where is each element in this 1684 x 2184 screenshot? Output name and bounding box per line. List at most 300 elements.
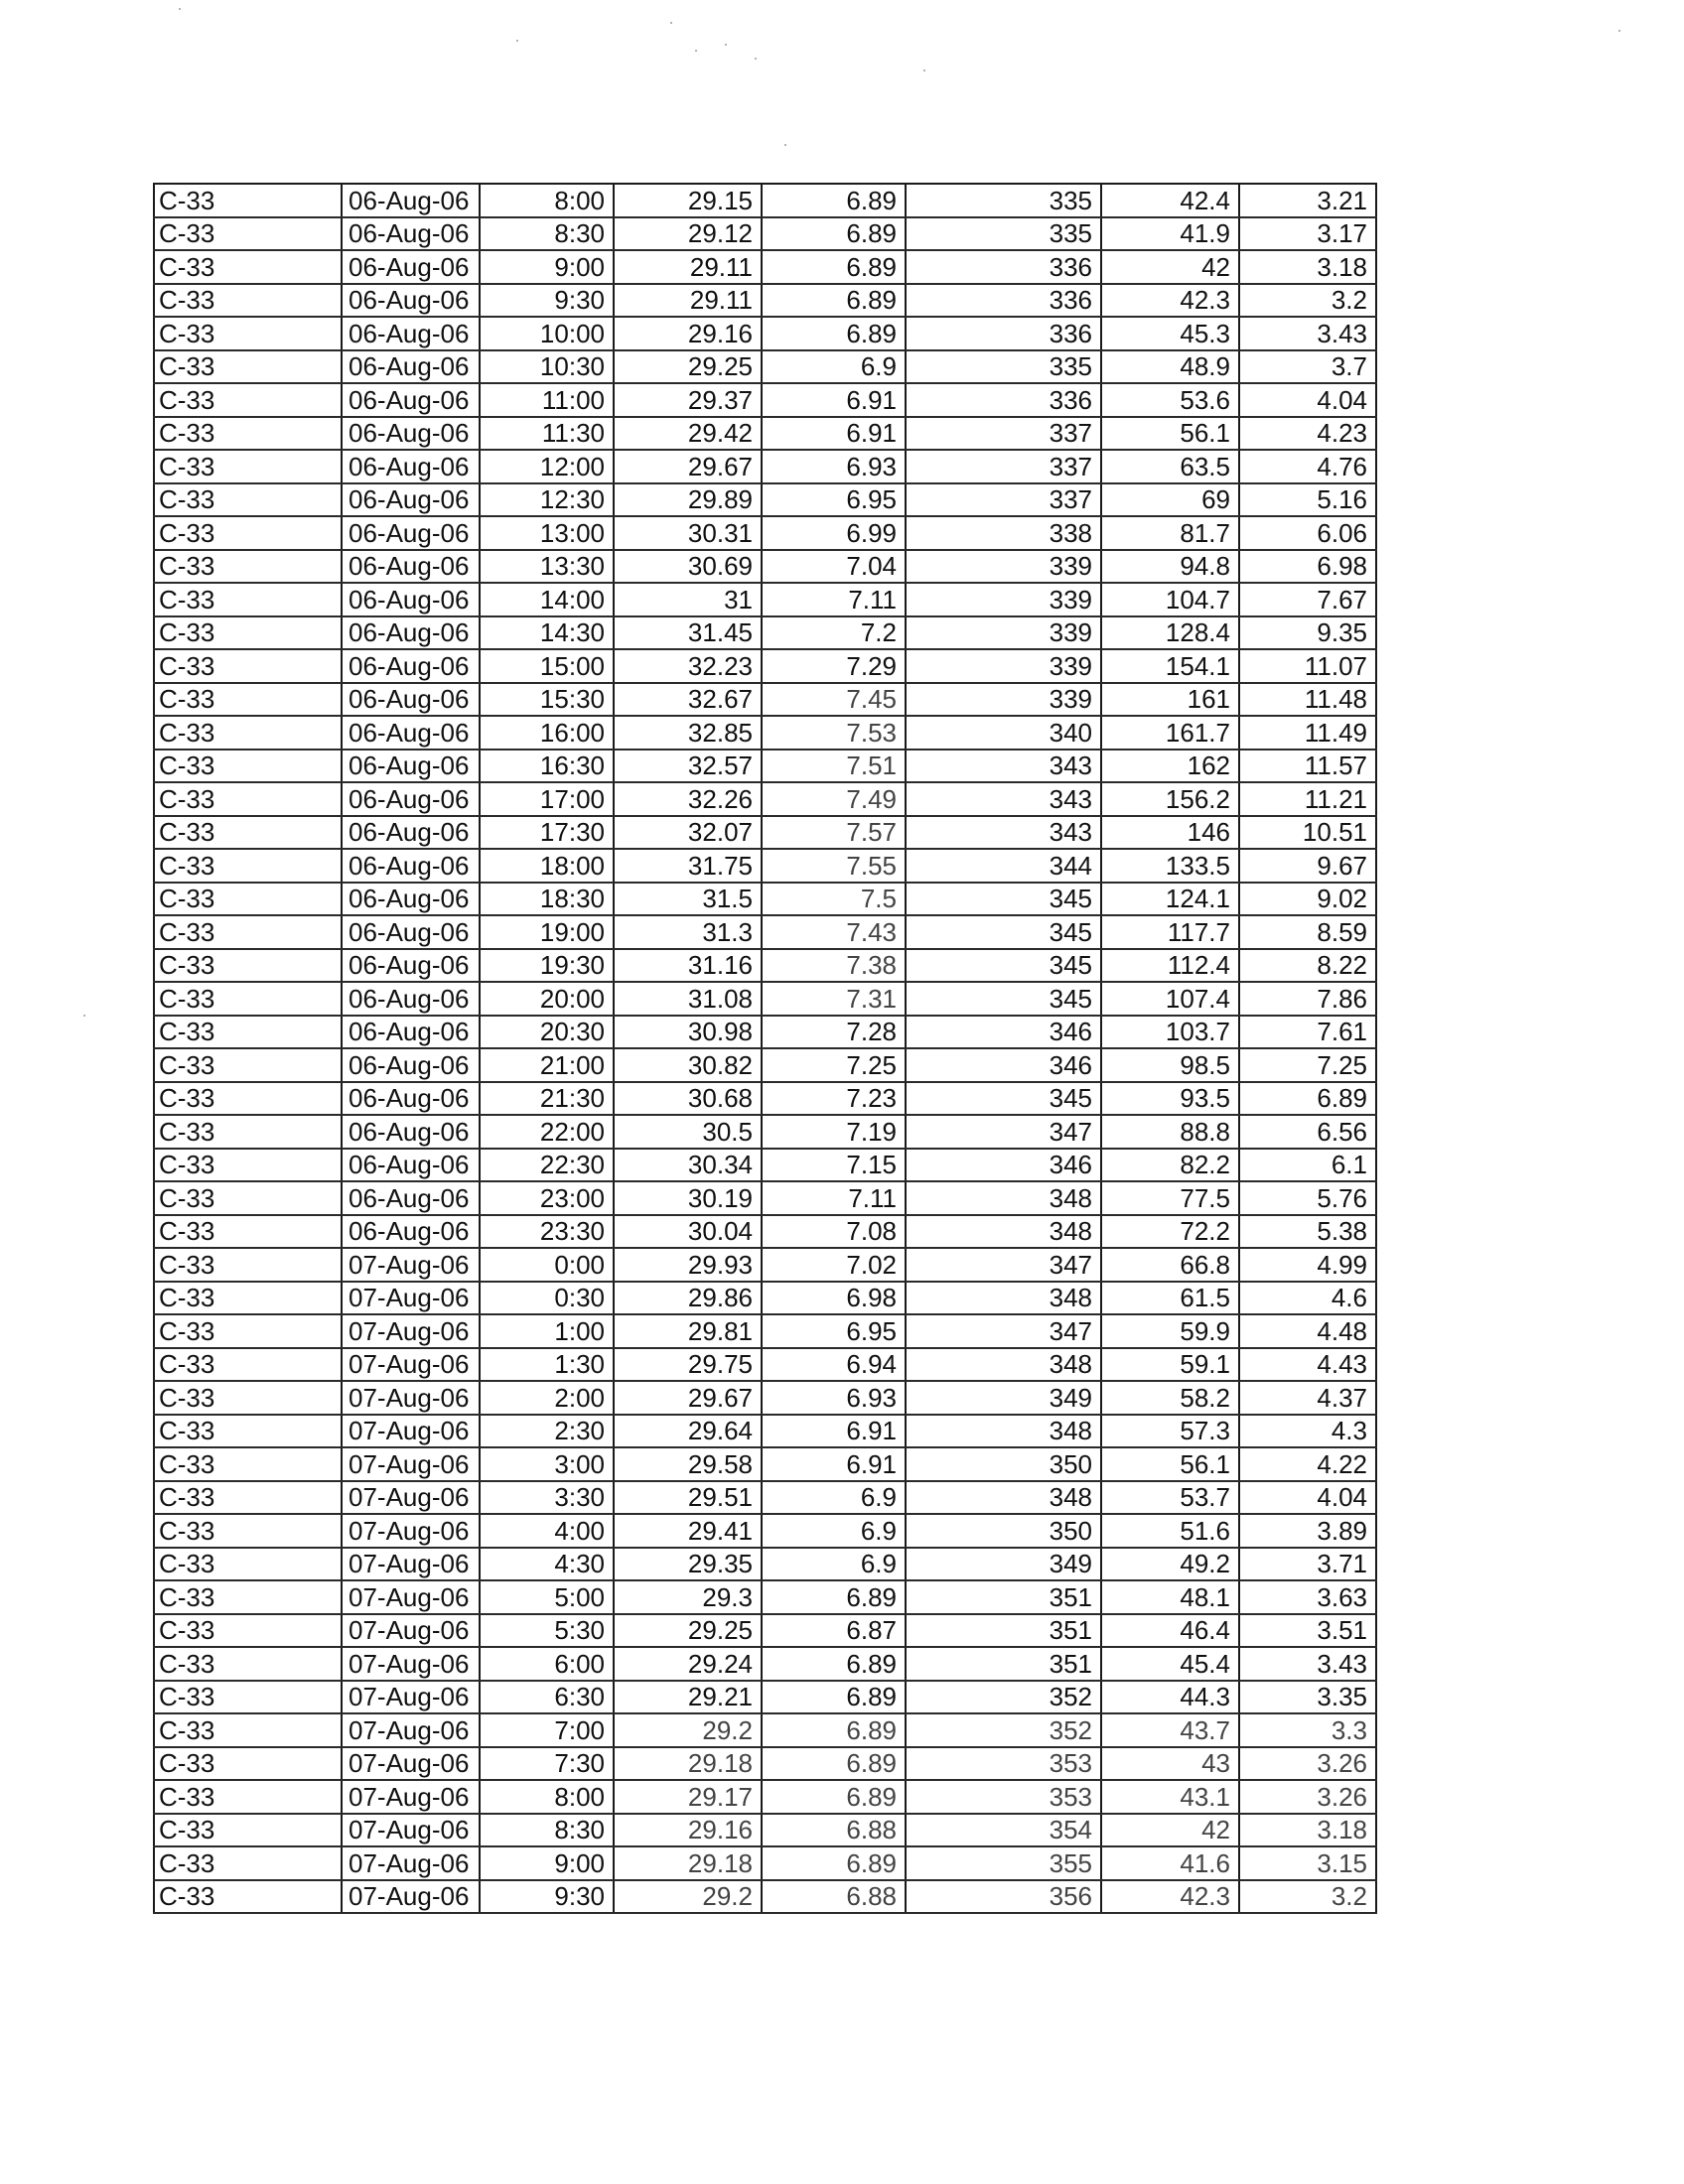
value-4-cell: 112.4 (1101, 949, 1239, 983)
date-cell: 07-Aug-06 (342, 1880, 480, 1914)
value-3-cell: 353 (906, 1747, 1101, 1781)
value-1-cell: 32.07 (614, 816, 762, 850)
sample-id-cell: C-33 (154, 1481, 342, 1515)
value-3-cell: 350 (906, 1447, 1101, 1481)
table-row (154, 317, 1376, 350)
sample-id-cell: C-33 (154, 649, 342, 683)
value-2-cell: 7.25 (762, 1048, 906, 1082)
date-cell: 06-Aug-06 (342, 716, 480, 750)
value-2-cell: 7.2 (762, 616, 906, 650)
value-3-cell: 335 (906, 217, 1101, 251)
value-3-cell: 355 (906, 1846, 1101, 1880)
value-2-cell: 6.89 (762, 1780, 906, 1814)
value-5-cell: 4.22 (1239, 1447, 1376, 1481)
time-cell: 16:30 (480, 750, 614, 783)
value-4-cell: 69 (1101, 483, 1239, 517)
value-2-cell: 7.5 (762, 883, 906, 916)
value-4-cell: 57.3 (1101, 1415, 1239, 1448)
value-4-cell: 53.6 (1101, 383, 1239, 417)
value-4-cell: 146 (1101, 816, 1239, 850)
time-cell: 10:00 (480, 317, 614, 350)
table-row (154, 949, 1376, 983)
date-cell: 07-Aug-06 (342, 1614, 480, 1648)
value-3-cell: 344 (906, 849, 1101, 883)
table-row (154, 716, 1376, 750)
table-row (154, 583, 1376, 616)
value-2-cell: 6.89 (762, 1580, 906, 1614)
table-row (154, 516, 1376, 550)
scan-speck (755, 58, 757, 60)
value-2-cell: 6.89 (762, 217, 906, 251)
value-3-cell: 348 (906, 1348, 1101, 1382)
table-row (154, 1880, 1376, 1914)
value-1-cell: 30.04 (614, 1215, 762, 1249)
sample-id-cell: C-33 (154, 1447, 342, 1481)
value-5-cell: 4.6 (1239, 1282, 1376, 1315)
sample-id-cell: C-33 (154, 1381, 342, 1415)
value-4-cell: 124.1 (1101, 883, 1239, 916)
table-row (154, 1846, 1376, 1880)
value-5-cell: 8.59 (1239, 915, 1376, 949)
time-cell: 18:30 (480, 883, 614, 916)
table-row (154, 1314, 1376, 1348)
table-row (154, 1215, 1376, 1249)
value-4-cell: 53.7 (1101, 1481, 1239, 1515)
value-3-cell: 352 (906, 1713, 1101, 1747)
value-2-cell: 7.02 (762, 1248, 906, 1282)
sample-id-cell: C-33 (154, 350, 342, 384)
value-5-cell: 11.21 (1239, 782, 1376, 816)
value-5-cell: 6.98 (1239, 550, 1376, 584)
value-4-cell: 154.1 (1101, 649, 1239, 683)
table-row (154, 417, 1376, 451)
value-4-cell: 72.2 (1101, 1215, 1239, 1249)
sample-id-cell: C-33 (154, 1248, 342, 1282)
date-cell: 06-Aug-06 (342, 915, 480, 949)
date-cell: 06-Aug-06 (342, 849, 480, 883)
time-cell: 22:30 (480, 1149, 614, 1182)
table-row (154, 1115, 1376, 1149)
value-5-cell: 4.76 (1239, 450, 1376, 483)
value-4-cell: 82.2 (1101, 1149, 1239, 1182)
value-3-cell: 343 (906, 782, 1101, 816)
sample-id-cell: C-33 (154, 417, 342, 451)
date-cell: 06-Aug-06 (342, 883, 480, 916)
value-1-cell: 29.24 (614, 1647, 762, 1681)
value-5-cell: 3.15 (1239, 1846, 1376, 1880)
value-3-cell: 336 (906, 284, 1101, 318)
value-4-cell: 63.5 (1101, 450, 1239, 483)
value-2-cell: 6.89 (762, 284, 906, 318)
date-cell: 06-Aug-06 (342, 949, 480, 983)
value-5-cell: 4.48 (1239, 1314, 1376, 1348)
time-cell: 20:30 (480, 1016, 614, 1049)
value-2-cell: 6.93 (762, 1381, 906, 1415)
value-3-cell: 336 (906, 383, 1101, 417)
value-5-cell: 6.06 (1239, 516, 1376, 550)
table-row (154, 1447, 1376, 1481)
date-cell: 06-Aug-06 (342, 383, 480, 417)
value-2-cell: 6.89 (762, 1747, 906, 1781)
value-1-cell: 32.26 (614, 782, 762, 816)
value-3-cell: 348 (906, 1215, 1101, 1249)
value-1-cell: 29.21 (614, 1681, 762, 1714)
scan-speck (83, 1015, 85, 1017)
value-3-cell: 345 (906, 949, 1101, 983)
value-5-cell: 5.38 (1239, 1215, 1376, 1249)
value-4-cell: 66.8 (1101, 1248, 1239, 1282)
value-2-cell: 7.57 (762, 816, 906, 850)
table-row (154, 217, 1376, 251)
value-4-cell: 42.3 (1101, 1880, 1239, 1914)
value-4-cell: 93.5 (1101, 1082, 1239, 1116)
value-1-cell: 32.85 (614, 716, 762, 750)
table-row (154, 284, 1376, 318)
value-5-cell: 11.49 (1239, 716, 1376, 750)
sample-id-cell: C-33 (154, 583, 342, 616)
value-2-cell: 6.89 (762, 1846, 906, 1880)
table-row (154, 849, 1376, 883)
table-row (154, 683, 1376, 717)
value-5-cell: 4.23 (1239, 417, 1376, 451)
table-row (154, 1016, 1376, 1049)
table-row (154, 184, 1376, 217)
table-row (154, 982, 1376, 1016)
date-cell: 06-Aug-06 (342, 250, 480, 284)
value-5-cell: 4.3 (1239, 1415, 1376, 1448)
table-row (154, 1548, 1376, 1581)
value-2-cell: 7.51 (762, 750, 906, 783)
date-cell: 07-Aug-06 (342, 1713, 480, 1747)
value-1-cell: 30.82 (614, 1048, 762, 1082)
value-2-cell: 6.9 (762, 350, 906, 384)
sample-id-cell: C-33 (154, 1215, 342, 1249)
value-4-cell: 42 (1101, 1814, 1239, 1847)
sample-id-cell: C-33 (154, 1082, 342, 1116)
value-5-cell: 4.43 (1239, 1348, 1376, 1382)
value-2-cell: 6.91 (762, 1415, 906, 1448)
value-3-cell: 343 (906, 816, 1101, 850)
table-row (154, 550, 1376, 584)
value-4-cell: 41.6 (1101, 1846, 1239, 1880)
value-2-cell: 6.93 (762, 450, 906, 483)
date-cell: 06-Aug-06 (342, 750, 480, 783)
value-2-cell: 6.89 (762, 184, 906, 217)
sample-id-cell: C-33 (154, 250, 342, 284)
sample-id-cell: C-33 (154, 1713, 342, 1747)
value-4-cell: 161 (1101, 683, 1239, 717)
value-1-cell: 31.75 (614, 849, 762, 883)
value-2-cell: 6.91 (762, 383, 906, 417)
sample-id-cell: C-33 (154, 949, 342, 983)
value-4-cell: 45.4 (1101, 1647, 1239, 1681)
value-2-cell: 7.19 (762, 1115, 906, 1149)
value-1-cell: 29.58 (614, 1447, 762, 1481)
measurement-table (153, 183, 1377, 1914)
sample-id-cell: C-33 (154, 1115, 342, 1149)
value-2-cell: 7.04 (762, 550, 906, 584)
value-2-cell: 6.91 (762, 1447, 906, 1481)
value-1-cell: 29.15 (614, 184, 762, 217)
sample-id-cell: C-33 (154, 1514, 342, 1548)
value-4-cell: 42 (1101, 250, 1239, 284)
sample-id-cell: C-33 (154, 450, 342, 483)
date-cell: 07-Aug-06 (342, 1415, 480, 1448)
value-1-cell: 32.67 (614, 683, 762, 717)
value-1-cell: 30.31 (614, 516, 762, 550)
value-5-cell: 4.37 (1239, 1381, 1376, 1415)
date-cell: 06-Aug-06 (342, 1082, 480, 1116)
sample-id-cell: C-33 (154, 849, 342, 883)
date-cell: 07-Aug-06 (342, 1747, 480, 1781)
value-3-cell: 354 (906, 1814, 1101, 1847)
time-cell: 4:30 (480, 1548, 614, 1581)
value-4-cell: 42.4 (1101, 184, 1239, 217)
value-3-cell: 347 (906, 1248, 1101, 1282)
value-1-cell: 30.68 (614, 1082, 762, 1116)
date-cell: 07-Aug-06 (342, 1481, 480, 1515)
sample-id-cell: C-33 (154, 284, 342, 318)
value-5-cell: 4.04 (1239, 383, 1376, 417)
time-cell: 12:00 (480, 450, 614, 483)
value-3-cell: 349 (906, 1381, 1101, 1415)
value-5-cell: 6.56 (1239, 1115, 1376, 1149)
date-cell: 06-Aug-06 (342, 350, 480, 384)
value-3-cell: 346 (906, 1048, 1101, 1082)
value-5-cell: 5.76 (1239, 1181, 1376, 1215)
value-4-cell: 133.5 (1101, 849, 1239, 883)
value-3-cell: 346 (906, 1016, 1101, 1049)
sample-id-cell: C-33 (154, 1181, 342, 1215)
value-1-cell: 30.98 (614, 1016, 762, 1049)
value-4-cell: 59.9 (1101, 1314, 1239, 1348)
sample-id-cell: C-33 (154, 184, 342, 217)
value-3-cell: 337 (906, 450, 1101, 483)
date-cell: 06-Aug-06 (342, 1149, 480, 1182)
table-row (154, 782, 1376, 816)
value-1-cell: 29.89 (614, 483, 762, 517)
value-3-cell: 343 (906, 750, 1101, 783)
measurement-table-body (154, 184, 1376, 1913)
date-cell: 06-Aug-06 (342, 317, 480, 350)
date-cell: 06-Aug-06 (342, 516, 480, 550)
value-1-cell: 29.17 (614, 1780, 762, 1814)
value-3-cell: 356 (906, 1880, 1101, 1914)
table-row (154, 1514, 1376, 1548)
value-3-cell: 350 (906, 1514, 1101, 1548)
value-3-cell: 349 (906, 1548, 1101, 1581)
time-cell: 11:00 (480, 383, 614, 417)
value-5-cell: 7.67 (1239, 583, 1376, 616)
scan-speck (516, 40, 518, 42)
value-5-cell: 9.35 (1239, 616, 1376, 650)
sample-id-cell: C-33 (154, 1880, 342, 1914)
date-cell: 07-Aug-06 (342, 1381, 480, 1415)
value-4-cell: 156.2 (1101, 782, 1239, 816)
value-3-cell: 339 (906, 649, 1101, 683)
value-1-cell: 29.2 (614, 1880, 762, 1914)
time-cell: 11:30 (480, 417, 614, 451)
value-2-cell: 7.28 (762, 1016, 906, 1049)
date-cell: 07-Aug-06 (342, 1814, 480, 1847)
value-3-cell: 348 (906, 1481, 1101, 1515)
value-3-cell: 340 (906, 716, 1101, 750)
time-cell: 8:30 (480, 1814, 614, 1847)
value-2-cell: 6.89 (762, 250, 906, 284)
sample-id-cell: C-33 (154, 1747, 342, 1781)
sample-id-cell: C-33 (154, 1614, 342, 1648)
value-1-cell: 30.34 (614, 1149, 762, 1182)
value-1-cell: 29.25 (614, 350, 762, 384)
date-cell: 07-Aug-06 (342, 1846, 480, 1880)
time-cell: 19:00 (480, 915, 614, 949)
value-1-cell: 30.69 (614, 550, 762, 584)
date-cell: 07-Aug-06 (342, 1580, 480, 1614)
time-cell: 8:00 (480, 184, 614, 217)
table-row (154, 1647, 1376, 1681)
sample-id-cell: C-33 (154, 1048, 342, 1082)
date-cell: 07-Aug-06 (342, 1348, 480, 1382)
value-2-cell: 7.11 (762, 583, 906, 616)
date-cell: 06-Aug-06 (342, 1048, 480, 1082)
time-cell: 0:00 (480, 1248, 614, 1282)
time-cell: 9:00 (480, 250, 614, 284)
value-2-cell: 7.53 (762, 716, 906, 750)
value-5-cell: 10.51 (1239, 816, 1376, 850)
value-2-cell: 7.29 (762, 649, 906, 683)
value-3-cell: 345 (906, 883, 1101, 916)
value-3-cell: 335 (906, 184, 1101, 217)
value-1-cell: 29.3 (614, 1580, 762, 1614)
value-1-cell: 29.25 (614, 1614, 762, 1648)
time-cell: 13:00 (480, 516, 614, 550)
value-5-cell: 4.99 (1239, 1248, 1376, 1282)
table-row (154, 1747, 1376, 1781)
date-cell: 06-Aug-06 (342, 816, 480, 850)
value-3-cell: 345 (906, 982, 1101, 1016)
time-cell: 15:00 (480, 649, 614, 683)
table-row (154, 883, 1376, 916)
time-cell: 9:30 (480, 1880, 614, 1914)
value-3-cell: 337 (906, 483, 1101, 517)
sample-id-cell: C-33 (154, 1415, 342, 1448)
time-cell: 2:30 (480, 1415, 614, 1448)
time-cell: 16:00 (480, 716, 614, 750)
value-3-cell: 348 (906, 1282, 1101, 1315)
value-3-cell: 348 (906, 1181, 1101, 1215)
value-1-cell: 32.57 (614, 750, 762, 783)
value-1-cell: 30.5 (614, 1115, 762, 1149)
value-2-cell: 6.94 (762, 1348, 906, 1382)
value-5-cell: 3.21 (1239, 184, 1376, 217)
table-row (154, 816, 1376, 850)
value-4-cell: 56.1 (1101, 417, 1239, 451)
value-5-cell: 3.18 (1239, 250, 1376, 284)
value-2-cell: 6.9 (762, 1548, 906, 1581)
date-cell: 07-Aug-06 (342, 1282, 480, 1315)
date-cell: 06-Aug-06 (342, 550, 480, 584)
value-2-cell: 7.23 (762, 1082, 906, 1116)
table-row (154, 383, 1376, 417)
value-3-cell: 339 (906, 616, 1101, 650)
value-3-cell: 352 (906, 1681, 1101, 1714)
value-4-cell: 43.7 (1101, 1713, 1239, 1747)
value-2-cell: 7.31 (762, 982, 906, 1016)
value-5-cell: 6.1 (1239, 1149, 1376, 1182)
value-3-cell: 339 (906, 683, 1101, 717)
value-1-cell: 29.16 (614, 1814, 762, 1847)
date-cell: 07-Aug-06 (342, 1647, 480, 1681)
value-2-cell: 6.95 (762, 1314, 906, 1348)
value-1-cell: 29.51 (614, 1481, 762, 1515)
time-cell: 13:30 (480, 550, 614, 584)
value-5-cell: 7.61 (1239, 1016, 1376, 1049)
value-3-cell: 339 (906, 583, 1101, 616)
value-5-cell: 3.43 (1239, 317, 1376, 350)
value-5-cell: 3.51 (1239, 1614, 1376, 1648)
value-2-cell: 6.88 (762, 1814, 906, 1847)
value-3-cell: 336 (906, 250, 1101, 284)
time-cell: 2:00 (480, 1381, 614, 1415)
sample-id-cell: C-33 (154, 1348, 342, 1382)
value-1-cell: 29.64 (614, 1415, 762, 1448)
value-1-cell: 29.11 (614, 250, 762, 284)
value-5-cell: 3.2 (1239, 284, 1376, 318)
sample-id-cell: C-33 (154, 1814, 342, 1847)
table-row (154, 450, 1376, 483)
time-cell: 12:30 (480, 483, 614, 517)
time-cell: 19:30 (480, 949, 614, 983)
time-cell: 14:00 (480, 583, 614, 616)
time-cell: 4:00 (480, 1514, 614, 1548)
table-row (154, 1149, 1376, 1182)
value-5-cell: 3.26 (1239, 1747, 1376, 1781)
value-4-cell: 49.2 (1101, 1548, 1239, 1581)
time-cell: 14:30 (480, 616, 614, 650)
time-cell: 9:30 (480, 284, 614, 318)
time-cell: 21:00 (480, 1048, 614, 1082)
sample-id-cell: C-33 (154, 1314, 342, 1348)
value-5-cell: 5.16 (1239, 483, 1376, 517)
time-cell: 23:30 (480, 1215, 614, 1249)
value-4-cell: 48.1 (1101, 1580, 1239, 1614)
time-cell: 8:00 (480, 1780, 614, 1814)
value-2-cell: 6.89 (762, 1647, 906, 1681)
value-5-cell: 3.17 (1239, 217, 1376, 251)
sample-id-cell: C-33 (154, 1681, 342, 1714)
value-3-cell: 351 (906, 1647, 1101, 1681)
value-2-cell: 6.91 (762, 417, 906, 451)
date-cell: 07-Aug-06 (342, 1780, 480, 1814)
sample-id-cell: C-33 (154, 550, 342, 584)
table-row (154, 1814, 1376, 1847)
value-5-cell: 4.04 (1239, 1481, 1376, 1515)
table-row (154, 1780, 1376, 1814)
table-row (154, 1181, 1376, 1215)
table-row (154, 1681, 1376, 1714)
value-4-cell: 51.6 (1101, 1514, 1239, 1548)
value-4-cell: 61.5 (1101, 1282, 1239, 1315)
date-cell: 06-Aug-06 (342, 450, 480, 483)
sample-id-cell: C-33 (154, 616, 342, 650)
value-2-cell: 6.95 (762, 483, 906, 517)
date-cell: 06-Aug-06 (342, 1215, 480, 1249)
value-4-cell: 56.1 (1101, 1447, 1239, 1481)
value-1-cell: 31.16 (614, 949, 762, 983)
value-1-cell: 29.67 (614, 1381, 762, 1415)
value-4-cell: 81.7 (1101, 516, 1239, 550)
table-row (154, 1048, 1376, 1082)
